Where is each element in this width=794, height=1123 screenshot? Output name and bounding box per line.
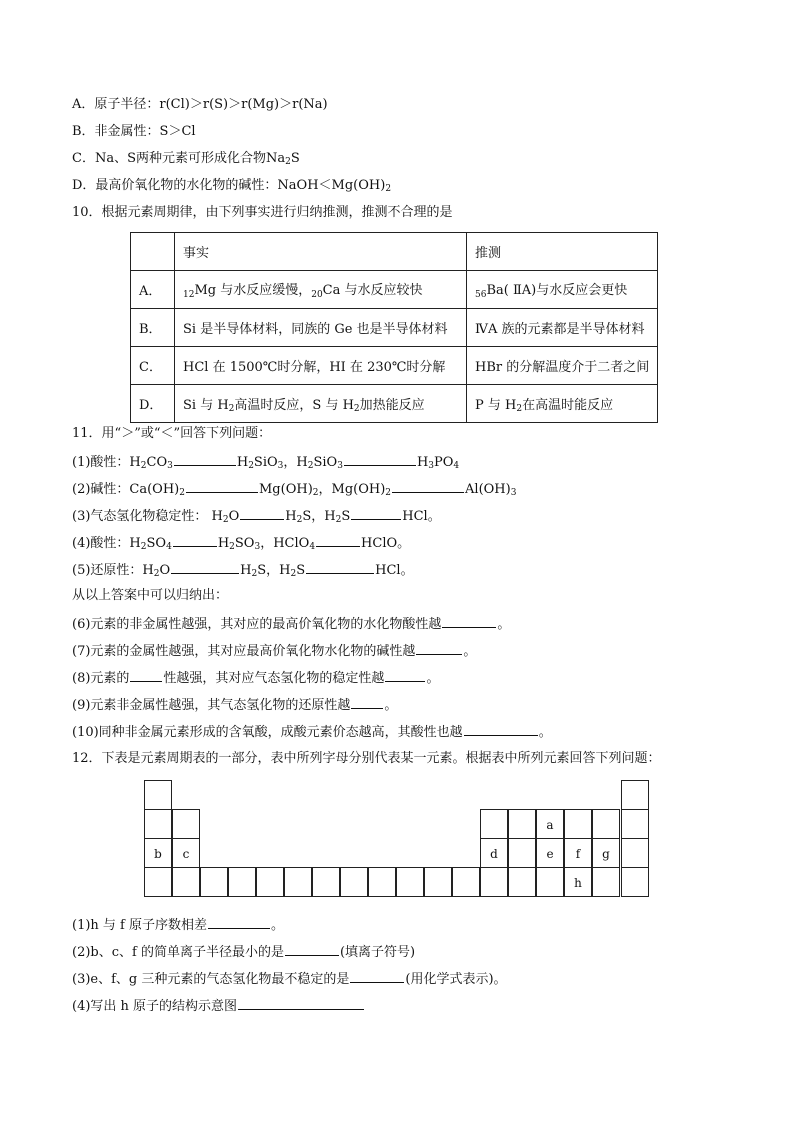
answer-blank[interactable] [416,642,462,655]
table-cell [536,867,564,897]
table-cell [172,867,200,897]
q11-line-6: (6)元素的非金属性越强，其对应的最高价氧化物的水化物酸性越 。 [72,617,511,632]
table-cell [621,809,649,839]
table-cell [508,809,536,839]
element-b: b [144,838,172,868]
element-c: c [172,838,200,868]
answer-blank[interactable] [174,453,236,466]
answer-blank[interactable] [316,534,360,547]
fact-cell: HCl 在 1500℃时分解，HI 在 230℃时分解 [175,347,467,385]
table-cell [284,867,312,897]
answer-blank[interactable] [130,669,162,682]
table-row [131,385,658,423]
q11-line-9: (9)元素非金属性越强，其气态氢化物的还原性越 。 [72,698,398,713]
q11-line-1: (1)酸性：$H_2CO_3$ $H_2SiO_3$，$H_2SiO_3$ $H_3PO_4$ [72,455,460,471]
answer-blank[interactable] [306,561,374,574]
q12-stem: 12．下表是元素周期表的一部分，表中所列字母分别代表某一元素。根据表中所列元素回答下列问题： [72,751,661,766]
table-cell [312,867,340,897]
answer-blank[interactable] [385,669,425,682]
answer-blank[interactable] [351,696,383,709]
element-e: e [536,838,564,868]
infer-cell: $_{56}$Ba( ⅡA)与水反应会更快 [467,271,658,309]
answer-blank[interactable] [171,561,239,574]
table-cell [131,233,175,271]
q11-line-4: (4)酸性：$H_2SO_4$ $H_2SO_3$，HClO$_4$ HClO。 [72,536,411,552]
table-cell [621,838,649,868]
infer-cell: ⅣA 族的元素都是半导体材料 [467,309,658,347]
infer-cell: HBr 的分解温度介于二者之间 [467,347,658,385]
table-cell [200,867,228,897]
q10-stem: 10．根据元素周期律，由下列事实进行归纳推测，推测不合理的是 [72,205,453,220]
q12-line-3: (3)e、f、g 三种元素的气态氢化物最不稳定的是 (用化学式表示)。 [72,972,507,987]
table-cell [396,867,424,897]
row-label: B． [131,309,175,347]
table-row [131,347,658,385]
table-header-infer: 推测 [467,233,658,271]
option-a: A．原子半径：r(Cl)＞r(S)＞r(Mg)＞r(Na) [72,97,328,112]
answer-blank[interactable] [186,480,258,493]
table-header-fact: 事实 [175,233,467,271]
answer-blank[interactable] [351,507,401,520]
row-label: C． [131,347,175,385]
option-b: B．非金属性：S＞Cl [72,124,196,139]
q11-line-5: (5)还原性：$H_2O$ $H_2S$，$H_2S$ HCl。 [72,563,414,579]
table-cell [621,780,649,810]
row-label: A． [131,271,175,309]
answer-blank[interactable] [464,723,538,736]
element-d: d [480,838,508,868]
q11-stem: 11．用“＞”或“＜”回答下列问题： [72,426,272,441]
answer-blank[interactable] [238,997,364,1010]
facts-table [130,232,658,423]
fact-cell: Si 与 $H_2$高温时反应，S 与 $H_2$加热能反应 [175,385,467,423]
row-label: D． [131,385,175,423]
answer-blank[interactable] [392,480,464,493]
answer-blank[interactable] [344,453,416,466]
table-row [131,309,658,347]
table-cell [564,809,592,839]
fact-cell: Si 是半导体材料，同族的 Ge 也是半导体材料 [175,309,467,347]
table-cell [144,867,172,897]
table-cell [592,809,620,839]
option-c: C．Na、S两种元素可形成化合物$Na_2S$ [72,151,300,167]
table-cell [508,867,536,897]
element-a: a [536,809,564,839]
element-h: h [564,867,592,897]
option-d: D．最高价氧化物的水化物的碱性：$NaOH<Mg(OH)_2$ [72,178,392,194]
answer-blank[interactable] [173,534,217,547]
q12-line-2: (2)b、c、f 的简单离子半径最小的是 (填离子符号) [72,945,416,960]
table-cell [480,809,508,839]
table-cell [144,780,172,810]
answer-blank[interactable] [350,970,404,983]
q11-line-8: (8)元素的 性越强，其对应气态氢化物的稳定性越 。 [72,671,440,686]
table-cell [228,867,256,897]
table-cell [621,867,649,897]
answer-blank[interactable] [442,615,496,628]
table-cell [340,867,368,897]
table-cell [368,867,396,897]
infer-cell: P 与 $H_2$在高温时能反应 [467,385,658,423]
element-g: g [592,838,620,868]
table-cell [172,809,200,839]
table-cell [480,867,508,897]
fact-cell: $_{12}$Mg 与水反应缓慢，$_{20}$Ca 与水反应较快 [175,271,467,309]
table-row [131,271,658,309]
q11-line-2: (2)碱性：$Ca(OH)_2$ $Mg(OH)_2$，$Mg(OH)_2$ $Al(OH)_3$ [72,482,517,498]
element-f: f [564,838,592,868]
table-cell [144,809,172,839]
table-cell [424,867,452,897]
answer-blank[interactable] [285,943,339,956]
answer-blank[interactable] [240,507,284,520]
q11-line-3: (3)气态氢化物稳定性： $H_2O$ $H_2S$，$H_2S$ HCl。 [72,509,441,525]
q11-line-10: (10)同种非金属元素形成的含氧酸，成酸元素价态越高，其酸性也越 。 [72,725,552,740]
q12-line-1: (1)h 与 f 原子序数相差 。 [72,918,285,933]
table-cell [592,867,620,897]
q12-line-4: (4)写出 h 原子的结构示意图 [72,997,365,1015]
q11-summary: 从以上答案中可以归纳出： [72,588,229,603]
q11-line-7: (7)元素的金属性越强，其对应最高价氧化物水化物的碱性越 。 [72,644,477,659]
answer-blank[interactable] [208,916,270,929]
table-row [131,233,658,271]
table-cell [256,867,284,897]
table-cell [508,838,536,868]
table-cell [452,867,480,897]
